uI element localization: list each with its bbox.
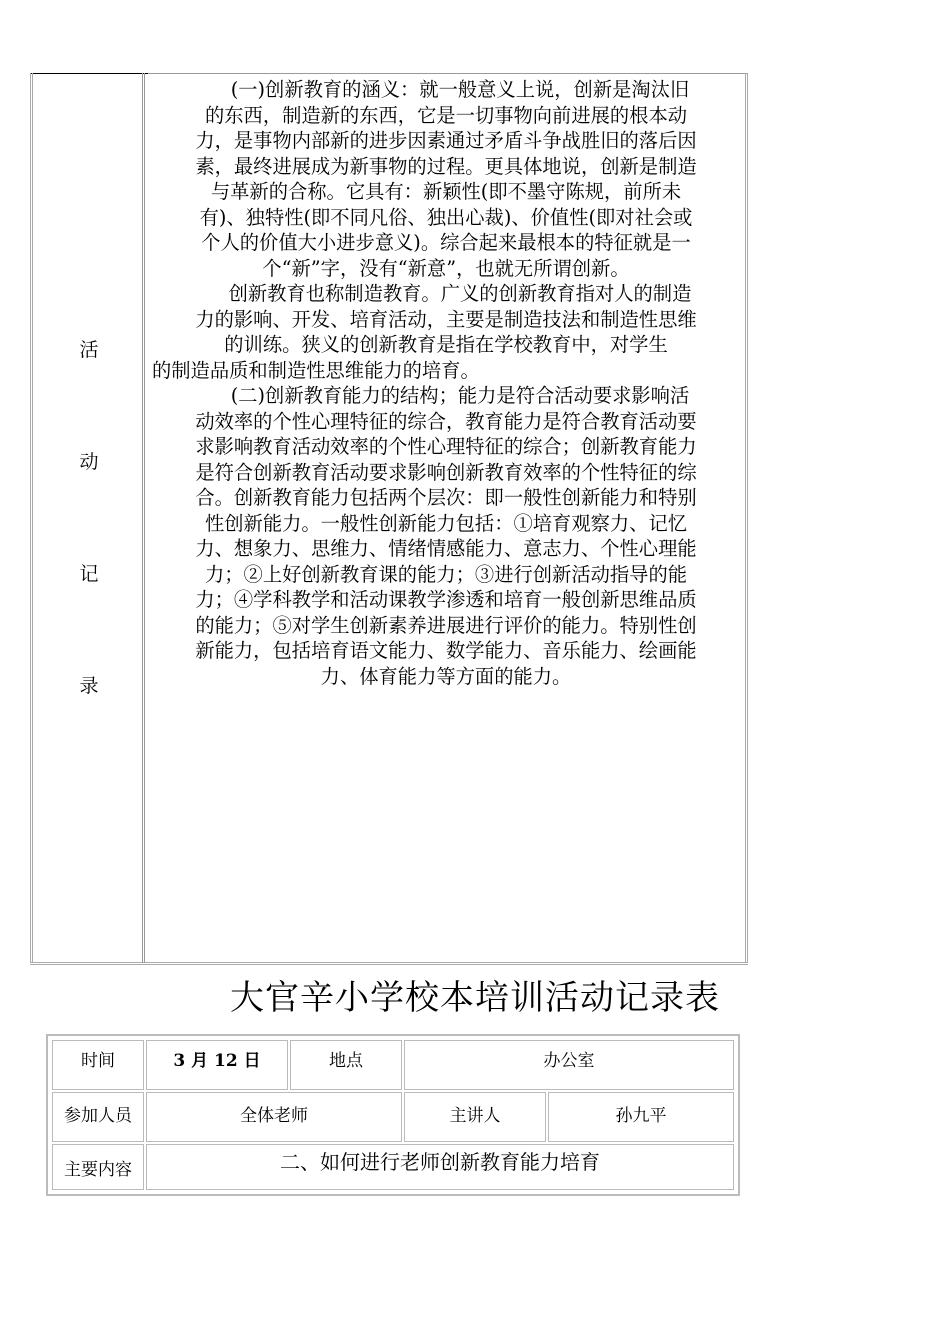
participants-label: 参加人员 bbox=[52, 1092, 144, 1142]
record-line: 求影响教育活动效率的个性心理特征的综合；创新教育能力 bbox=[195, 435, 697, 458]
record-line: 素，最终进展成为新事物的过程。更具体地说，创新是制造 bbox=[195, 154, 697, 178]
record-label-char: 动 bbox=[79, 451, 99, 473]
record-line: 新能力，包括培育语文能力、数学能力、音乐能力、绘画能 bbox=[195, 639, 697, 662]
record-line: 个人的价值大小进步意义)。综合起来最根本的特征就是一 bbox=[201, 231, 691, 254]
record-line: 的训练。狭义的创新教育是指在学校教育中，对学生 bbox=[224, 333, 668, 356]
activity-record-table bbox=[30, 73, 748, 965]
record-line: 有)、独特性(即不同凡俗、独出心裁)、价值性(即对社会或 bbox=[199, 205, 693, 229]
record-line: 是符合创新教育活动要求影响创新教育效率的个性特征的综 bbox=[195, 460, 697, 484]
record-label-char: 录 bbox=[79, 675, 99, 697]
place-label: 地点 bbox=[290, 1040, 402, 1090]
record-line: 的制造品质和制造性思维能力的培育。 bbox=[152, 358, 480, 382]
participants-value: 全体老师 bbox=[146, 1092, 402, 1142]
record-line: 与革新的合称。它具有：新颖性(即不墨守陈规，前所未 bbox=[210, 180, 682, 203]
document-title: 大官辛小学校本培训活动记录表 bbox=[230, 978, 720, 1018]
record-content bbox=[152, 77, 740, 689]
record-line: 力；②上好创新教育课的能力；③进行创新活动指导的能 bbox=[204, 562, 688, 586]
record-line: (二)创新教育能力的结构；能力是符合活动要求影响活 bbox=[230, 384, 690, 407]
speaker-label: 主讲人 bbox=[404, 1092, 546, 1142]
content-label: 主要内容 bbox=[52, 1144, 144, 1190]
record-label-char: 活 bbox=[79, 339, 99, 361]
record-line: 力的影响、开发、培育活动，主要是制造技法和制造性思维 bbox=[195, 307, 697, 331]
record-line: 力；④学科教学和活动课教学渗透和培育一般创新思维品质 bbox=[195, 588, 697, 611]
time-label: 时间 bbox=[52, 1040, 144, 1090]
record-line: 的能力；⑤对学生创新素养进展进行评价的能力。特别性创 bbox=[195, 613, 697, 637]
record-line: 合。创新教育能力包括两个层次：即一般性创新能力和特别 bbox=[195, 486, 697, 509]
speaker-value: 孙九平 bbox=[548, 1092, 734, 1142]
record-line: 的东西，制造新的东西，它是一切事物向前进展的根本动 bbox=[204, 103, 688, 127]
record-label-char: 记 bbox=[79, 563, 99, 585]
place-value: 办公室 bbox=[404, 1040, 734, 1090]
record-line: 性创新能力。一般性创新能力包括：①培育观察力、记忆 bbox=[204, 511, 688, 535]
time-value: 3 月 12 日 bbox=[146, 1040, 288, 1090]
content-value: 二、如何进行老师创新教育能力培育 bbox=[146, 1144, 734, 1190]
record-line: 力、想象力、思维力、情绪情感能力、意志力、个性心理能 bbox=[195, 537, 697, 560]
info-table bbox=[46, 1034, 740, 1196]
record-line: 力，是事物内部新的进步因素通过矛盾斗争战胜旧的落后因 bbox=[195, 129, 697, 152]
record-line: (一)创新教育的涵义：就一般意义上说，创新是淘汰旧 bbox=[230, 78, 690, 101]
record-line: 个“新”字，没有“新意”，也就无所谓创新。 bbox=[262, 256, 630, 280]
record-line: 动效率的个性心理特征的综合，教育能力是符合教育活动要 bbox=[195, 409, 697, 433]
record-line: 创新教育也称制造教育。广义的创新教育指对人的制造 bbox=[228, 282, 692, 305]
record-line: 力、体育能力等方面的能力。 bbox=[320, 664, 572, 688]
